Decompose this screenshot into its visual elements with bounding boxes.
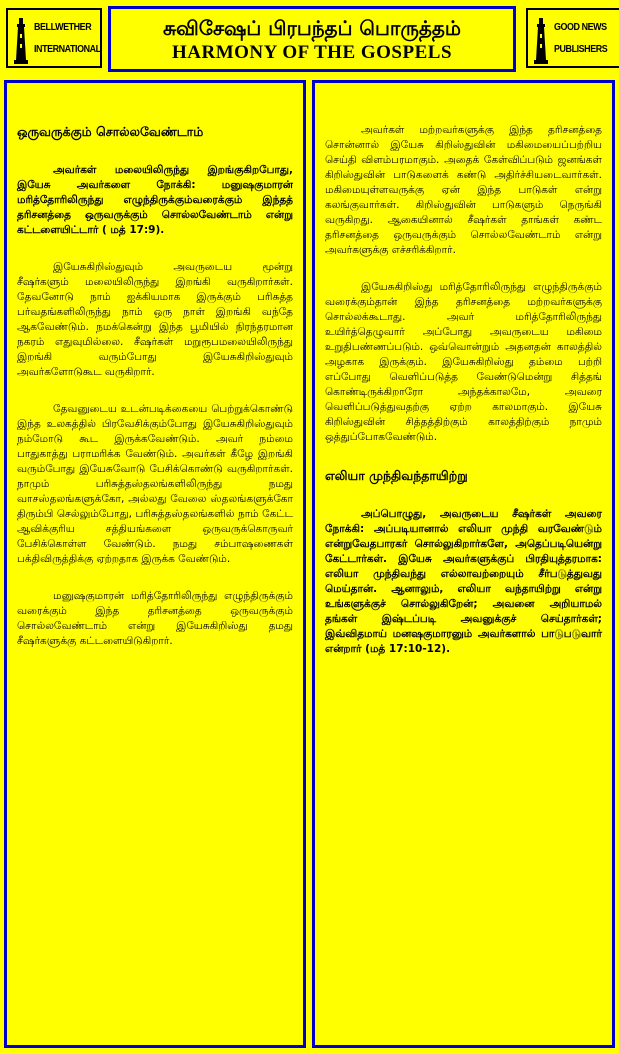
scripture-paragraph: அவர்கள் மலையிலிருந்து இறங்குகிறபோது, இயேசு அவர்களை நோக்கி: மனுஷகுமாரன் மரித்தோரிலிருந்து எழுந்திருக்கும்வரைக்கும் இந்தத் தரிசனத்தை ஒருவருக்கும் சொல்லவேண்டாம் என்று கட்டளையிட்டார் ( மத் 17:9). <box>17 164 293 236</box>
right-column <box>312 80 615 1048</box>
tower-icon <box>532 16 550 64</box>
bellwether-logo <box>6 8 102 68</box>
section-heading: எலியா முந்திவந்தாயிற்று <box>325 468 468 483</box>
logo-line-1: BELLWETHER <box>34 21 92 33</box>
tower-icon <box>12 16 30 64</box>
body-paragraph: தேவனுடைய உடன்படிக்கையை பெற்றுக்கொண்டு இந்த உலகத்தில் பிரவேசிக்கும்போது இயேசுகிறிஸ்துவும் நம்மோடு கூட இருக்கவேண்டும். அவர் நம்மை பாதுகாத்து பராமரிக்க வேண்டும். அவர்கள் கீழே இறங்கி வரும்போது இயேசுவோடு பேசிக்கொண்டு வருகிறார்கள். நாமும் பரிசுத்தஸ்தலங்களிலிருந்து நமது வாசஸ்தலங்களுக்கோ, அல்லது வேலை ஸ்தலங்களுக்கோ திரும்பி செல்லும்போது, பரிசுத்தஸ்தலங்களில் நாம் கேட்ட ஆவிக்குரிய சத்தியங்களை ஒருவருக்கொருவர் பேசிக்கொள்ள வேண்டும். நமது சம்பாஷணைகள் பக்திவிருத்திக்கு ஏற்றதாக இருக்க வேண்டும். <box>17 403 293 565</box>
body-paragraph: அவர்கள் மற்றவர்களுக்கு இந்த தரிசனத்தை சொன்னால் இயேசு கிறிஸ்துவின் மகிமையைப்பற்றிய செய்தி விளம்பரமாகும். அதைக் கேள்விப்படும் ஜனங்கள் கிறிஸ்துவின் பாடுகளைக் கண்டு அதிர்ச்சியடைவார்கள். மகிமையுள்ளவருக்கு ஏன் இந்த பாடுகள் என்று கலங்குவார்கள். கிறிஸ்துவின் பாடுகளும் நெருங்கி வருகிறது. ஆகையினால் சீஷர்கள் தாங்கள் கண்ட தரிசனத்தை ஒருவருக்கும் சொல்லவேண்டாம் என்று அவர்களுக்கு எச்சரிக்கிறார். <box>325 124 602 256</box>
header-banner <box>0 0 619 76</box>
page-title-tamil: சுவிசேஷப் பிரபந்தப் பொருத்தம் <box>162 16 462 40</box>
section-heading: ஒருவருக்கும் சொல்லவேண்டாம் <box>17 124 204 139</box>
scripture-paragraph: அப்பொழுது, அவருடைய சீஷர்கள் அவரை நோக்கி: அப்படியானால் எலியா முந்தி வரவேண்டும் என்றுவேதபாரகர் சொல்லுகிறார்களே, அதெப்படியென்று கேட்டார்கள். இயேசு அவர்களுக்குப் பிரதியுத்தரமாக: எலியா முந்திவந்து எல்லாவற்றையும் சீர்படுத்துவது மெய்தான். ஆனாலும், எலியா வந்தாயிற்று என்று உங்களுக்குச் சொல்லுகிறேன்; அவனை அறியாமல் தங்கள் இஷ்டப்படி அவனுக்குச் செய்தார்கள்; இவ்விதமாய் மனஷகுமாரனும் அவர்களால் பாடுபடுவார் என்றார் (மத் 17:10-12). <box>325 508 602 655</box>
body-paragraph: மனுஷகுமாரன் மரித்தோரிலிருந்து எழுந்திருக்கும் வரைக்கும் இந்த தரிசனத்தை ஒருவருக்கும் சொல்லவேண்டாம் என்று இயேசுகிறிஸ்து தமது சீஷர்களுக்கு கட்டளையிடுகிறார். <box>17 590 293 647</box>
good-news-logo <box>526 8 619 68</box>
logo-line-1: GOOD NEWS <box>554 21 607 33</box>
body-paragraph: இயேசுகிறிஸ்துவும் அவருடைய மூன்று சீஷர்களும் மலையிலிருந்து இறங்கி வருகிறார்கள். தேவனோடு நாம் ஐக்கியமாக இருக்கும் பரிசுத்த பர்வதங்களிலிருந்து நாம் ஒரு நாள் இறங்கி வந்தே ஆகவேண்டும். நமக்கென்று இந்த பூமியில் நிரந்தரமான நகரம் எதுவுமில்லை. சீஷர்கள் மறுரூபமலையிலிருந்து இறங்கி வரும்போது இயேசுகிறிஸ்துவும் அவர்களோடுகூட வருகிறார். <box>17 261 293 378</box>
logo-line-2: INTERNATIONAL <box>34 43 101 55</box>
logo-line-2: PUBLISHERS <box>554 43 608 55</box>
title-box <box>108 6 516 72</box>
body-paragraph: இயேசுகிறிஸ்து மரித்தோரிலிருந்து எழுந்திருக்கும் வரைக்கும்தான் இந்த தரிசனத்தை மற்றவர்களுக்கு சொல்லக்கூடாது. அவர் மரித்தோரிலிருந்து உயிர்த்தெழுவார் அப்போது அவருடைய மகிமை உறுதிபண்ணப்படும். ஒவ்வொன்றும் அதனதன் காலத்தில் அழகாக இருக்கும். இயேசுகிறிஸ்து தம்மை பற்றி எப்போது வெளிப்படுத்த வேண்டுமென்று சித்தங் கொண்டிருக்கிறாரோ அந்தக்காலமே, அவரை வெளிப்படுத்துவதற்கு ஏற்ற காலமாகும். இயேசு கிறிஸ்துவின் சித்தத்திற்கும் காலத்திற்கும் நாமும் ஒத்துப்போகவேண்டும். <box>325 281 602 443</box>
left-column <box>4 80 306 1048</box>
page-title-english: HARMONY OF THE GOSPELS <box>171 42 453 63</box>
